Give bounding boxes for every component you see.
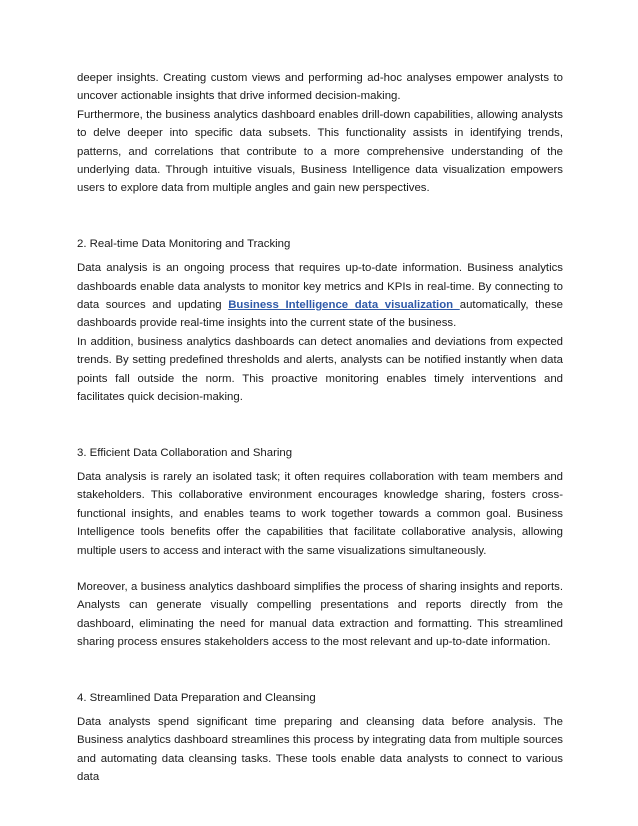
section-2-heading: 2. Real-time Data Monitoring and Tracking [77, 237, 291, 250]
section-2-paragraph-1 [77, 259, 563, 333]
section-4-paragraph-1: Data analysts spend significant time preparing and cleansing data before analysis. The Business analytics dashboard streamlines this process by integrating data from multiple sources and automating data cleansing tasks. These tools enable data analysts to connect to various data [77, 715, 563, 784]
section-3-paragraph-1: Data analysis is rarely an isolated task; it often requires collaboration with team members and stakeholders. This collaborative environment encourages knowledge sharing, fosters cross-functional insights, and enables teams to work together towards a common goal. Business Intelligence tools benefits offer the capabilities that facilitate collaborative analysis, allowing multiple users to access and interact with the same visualizations simultaneously. [77, 470, 563, 557]
section-spacer [77, 198, 563, 235]
section-3-paragraph-2: Moreover, a business analytics dashboard simplifies the process of sharing insights and reports. Analysts can generate visually compelling presentations and reports directly from the dashboard, eliminating the need for manual data extraction and formatting. This streamlined sharing process ensures stakeholders access to the most relevant and up-to-date information. [77, 580, 563, 649]
section-2-text-after-link: automatically, these dashboards provide real-time insights into the current state of the business. [77, 299, 564, 330]
section-2-paragraph-2: In addition, business analytics dashboards can detect anomalies and deviations from expected trends. By setting predefined thresholds and alerts, analysts can be notified instantly when data points fall outside the norm. This proactive monitoring enables timely interventions and facilitates quick decision-making. [77, 335, 563, 404]
section-3-heading: 3. Efficient Data Collaboration and Sharing [77, 446, 293, 459]
section-spacer [77, 652, 563, 689]
section-spacer [77, 407, 563, 444]
paragraph-spacer [77, 560, 563, 578]
section-4-heading: 4. Streamlined Data Preparation and Cleansing [77, 691, 316, 704]
intro-paragraph-2: Furthermore, the business analytics dashboard enables drill-down capabilities, allowing analysts to delve deeper into specific data subsets. This functionality assists in identifying trends, patterns, and correlations that contribute to a more comprehensive understanding of the underlying data. Through intuitive visuals, Business Intelligence data visualization empowers users to explore data from multiple angles and gain new perspectives. [77, 108, 563, 195]
intro-paragraph-1: deeper insights. Creating custom views and performing ad-hoc analyses empower analysts to uncover actionable insights that drive informed decision-making. [77, 72, 563, 103]
document-page [77, 69, 563, 787]
bi-data-visualization-link[interactable]: Business Intelligence data visualization [228, 299, 460, 312]
section-2-text-before-link: Data analysis is an ongoing process that requires up-to-date information. Business analytics dashboards enable data analysts to monitor key metrics and KPIs in real-time. By connecting to data sources and updating [77, 262, 563, 312]
